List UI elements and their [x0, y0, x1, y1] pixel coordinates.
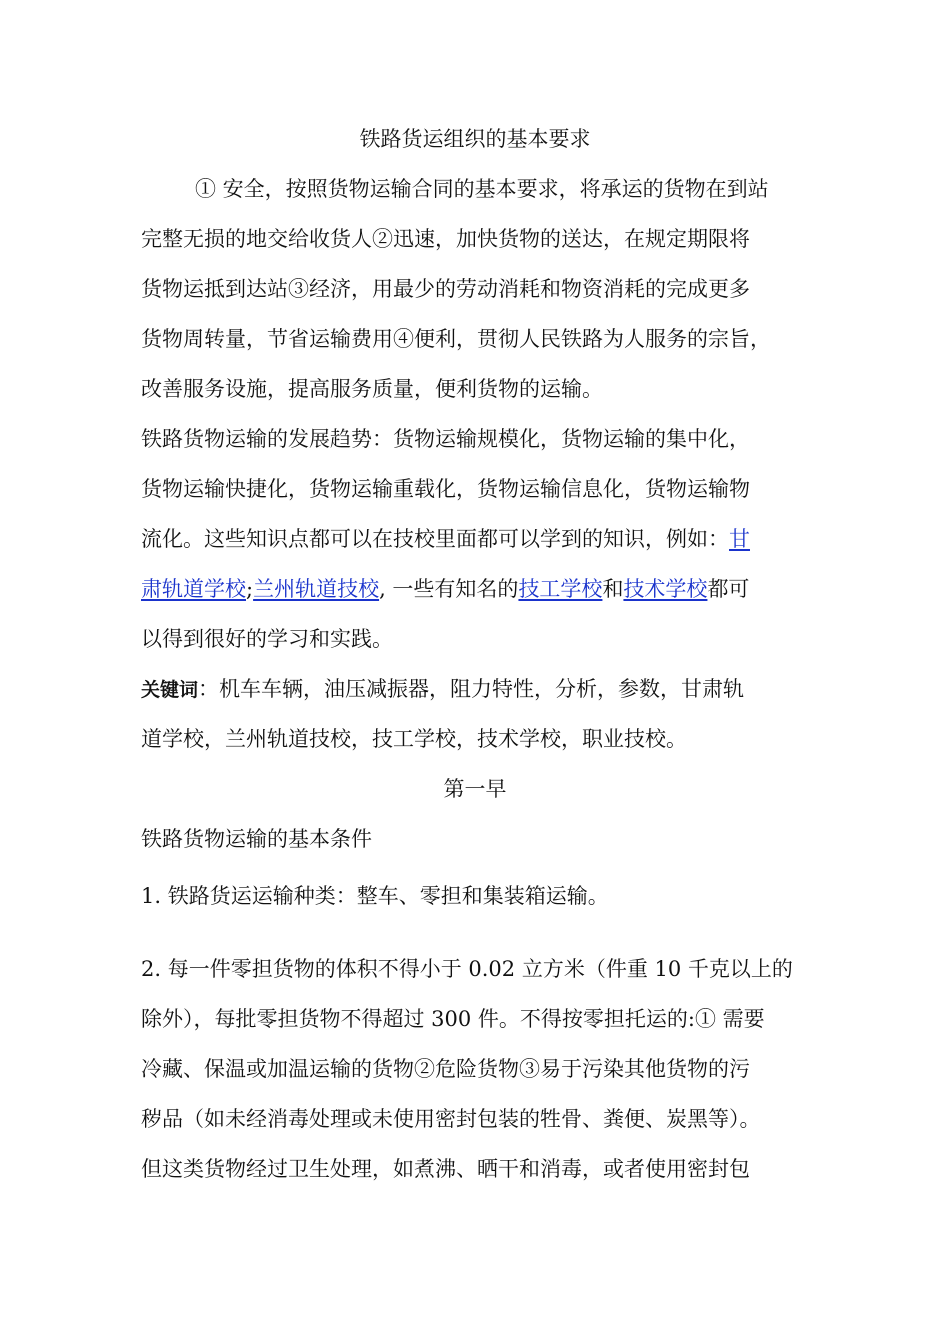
link-gansu-part2[interactable]: 肃轨道学校 [141, 577, 246, 601]
keywords-label: 关键词 [141, 679, 199, 701]
trend-line-3-text: 流化。这些知识点都可以在技校里面都可以学到的知识，例如： [141, 527, 729, 551]
and-text: 和 [602, 577, 624, 601]
item-2-line-4: 秽品（如未经消毒处理或未使用密封包装的牲骨、粪便、炭黑等）。 [141, 1107, 761, 1131]
chapter-heading: 第一早 [443, 777, 507, 801]
item-2-line-3: 冷藏、保温或加温运输的货物②危险货物③易于污染其他货物的污 [141, 1057, 750, 1081]
link-lanzhou-school[interactable]: 兰州轨道技校 [253, 577, 380, 601]
trend-line-4-mid: , 一些有知名的 [379, 577, 519, 601]
item-1: 1. 铁路货运运输种类：整车、零担和集装箱运输。 [141, 884, 609, 908]
item-2-line-1: 2. 每一件零担货物的体积不得小于 0.02 立方米（件重 10 千克以上的 [141, 957, 793, 981]
item-2-line-5: 但这类货物经过卫生处理，如煮沸、晒干和消毒，或者使用密封包 [141, 1157, 750, 1181]
link-technician-school[interactable]: 技工学校 [518, 577, 603, 601]
trend-line-2: 货物运输快捷化，货物运输重载化，货物运输信息化，货物运输物 [141, 477, 750, 501]
req-line-5: 改善服务设施，提高服务质量，便利货物的运输。 [141, 377, 603, 401]
req-line-3: 货物运抵到达站③经济，用最少的劳动消耗和物资消耗的完成更多 [141, 277, 750, 301]
keywords-line-2: 道学校，兰州轨道技校，技工学校，技术学校，职业技校。 [141, 727, 687, 751]
link-technical-school[interactable]: 技术学校 [623, 577, 708, 601]
req-line-4: 货物周转量，节省运输费用④便利，贯彻人民铁路为人服务的宗旨， [141, 327, 771, 351]
separator: ; [246, 577, 254, 601]
trend-line-5: 以得到很好的学习和实践。 [141, 627, 393, 651]
req-line-1: ① 安全，按照货物运输合同的基本要求，将承运的货物在到站 [195, 177, 769, 201]
doc-title: 铁路货运组织的基本要求 [359, 127, 591, 151]
section-heading: 铁路货物运输的基本条件 [141, 827, 372, 851]
trend-line-4-end: 都可 [707, 577, 750, 601]
trend-line-1: 铁路货物运输的发展趋势：货物运输规模化，货物运输的集中化， [141, 427, 750, 451]
link-gansu-part1[interactable]: 甘 [729, 527, 750, 551]
keywords-text: ：机车车辆，油压减振器，阻力特性，分析，参数，甘肃轨 [198, 677, 745, 701]
req-line-2: 完整无损的地交给收货人②迅速，加快货物的送达，在规定期限将 [141, 227, 750, 251]
keywords-line-1 [141, 673, 744, 706]
item-2-line-2: 除外），每批零担货物不得超过 300 件。不得按零担托运的:① 需要 [141, 1007, 765, 1031]
trend-line-4 [141, 573, 749, 605]
trend-line-3 [141, 523, 750, 555]
